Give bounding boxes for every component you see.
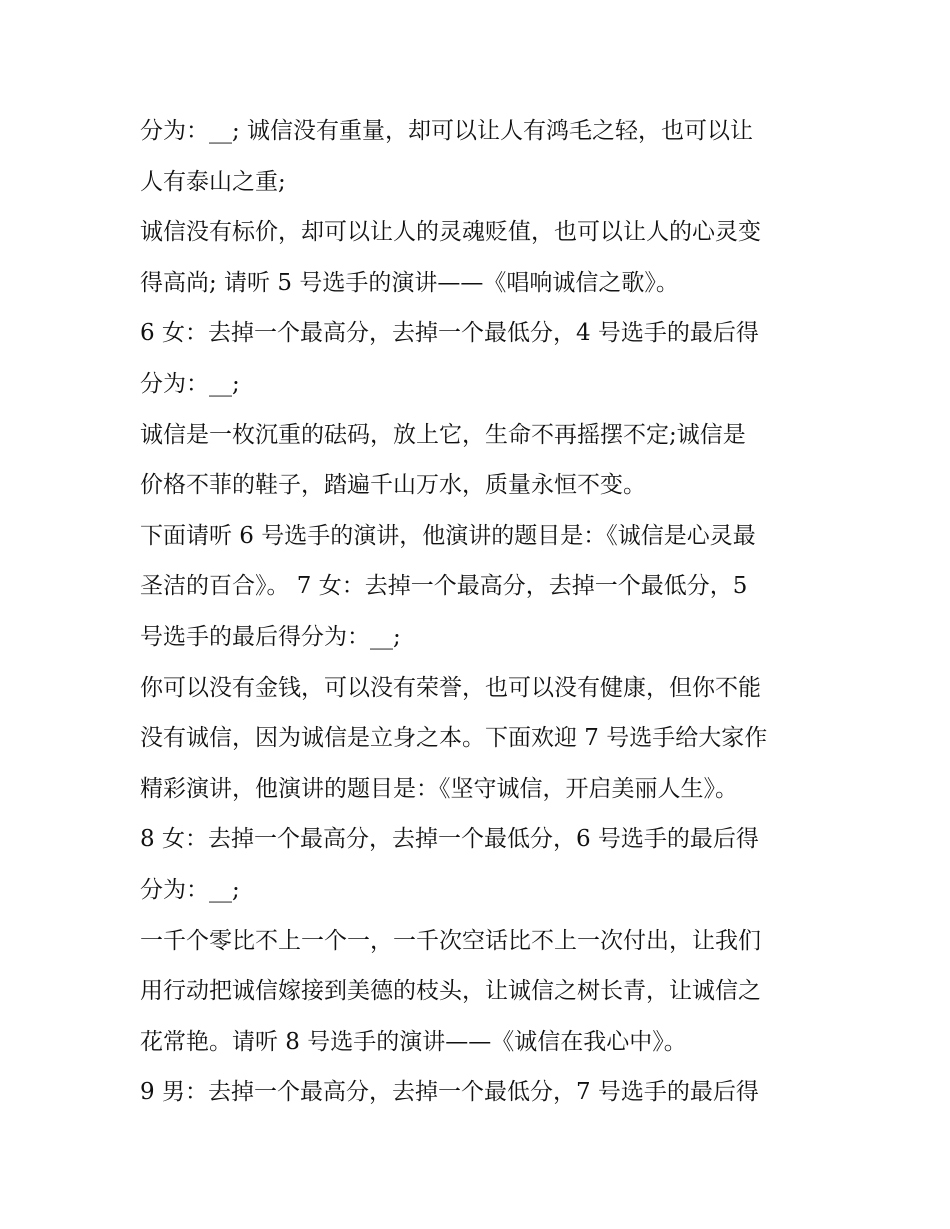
text-line: 诚信没有标价，却可以让人的灵魂贬值，也可以让人的心灵变 [140, 219, 761, 246]
text-line: 分为：__; [140, 370, 240, 397]
text-line: 圣洁的百合》。 7 女：去掉一个最高分，去掉一个最低分，5 [140, 573, 748, 600]
text-line: 人有泰山之重; [140, 168, 286, 195]
text-line: 9 男：去掉一个最高分，去掉一个最低分，7 号选手的最后得 [140, 1079, 759, 1106]
text-line: 你可以没有金钱，可以没有荣誉，也可以没有健康，但你不能 [140, 674, 761, 701]
text-line: 分为：__; [140, 876, 240, 903]
text-line: 没有诚信，因为诚信是立身之本。下面欢迎 7 号选手给大家作 [140, 725, 768, 752]
text-line: 一千个零比不上一个一，一千次空话比不上一次付出，让我们 [140, 927, 761, 954]
text-line: 价格不菲的鞋子，踏遍千山万水，质量永恒不变。 [140, 472, 646, 499]
text-line: 精彩演讲，他演讲的题目是：《坚守诚信，开启美丽人生》。 [140, 775, 738, 802]
text-line: 诚信是一枚沉重的砝码，放上它，生命不再摇摆不定;诚信是 [140, 421, 746, 448]
text-line: 6 女：去掉一个最高分，去掉一个最低分，4 号选手的最后得 [140, 320, 759, 347]
document-body [140, 106, 820, 1118]
text-line: 花常艳。请听 8 号选手的演讲——《诚信在我心中》。 [140, 1028, 687, 1055]
text-line: 下面请听 6 号选手的演讲，他演讲的题目是：《诚信是心灵最 [140, 522, 756, 549]
text-line: 8 女：去掉一个最高分，去掉一个最低分，6 号选手的最后得 [140, 826, 759, 853]
text-line: 分为：__; 诚信没有重量，却可以让人有鸿毛之轻，也可以让 [140, 118, 754, 144]
text-line: 得高尚; 请听 5 号选手的演讲——《唱响诚信之歌》。 [140, 269, 679, 296]
text-line: 用行动把诚信嫁接到美德的枝头，让诚信之树长青，让诚信之 [140, 978, 761, 1005]
text-line: 号选手的最后得分为：__; [140, 623, 401, 650]
